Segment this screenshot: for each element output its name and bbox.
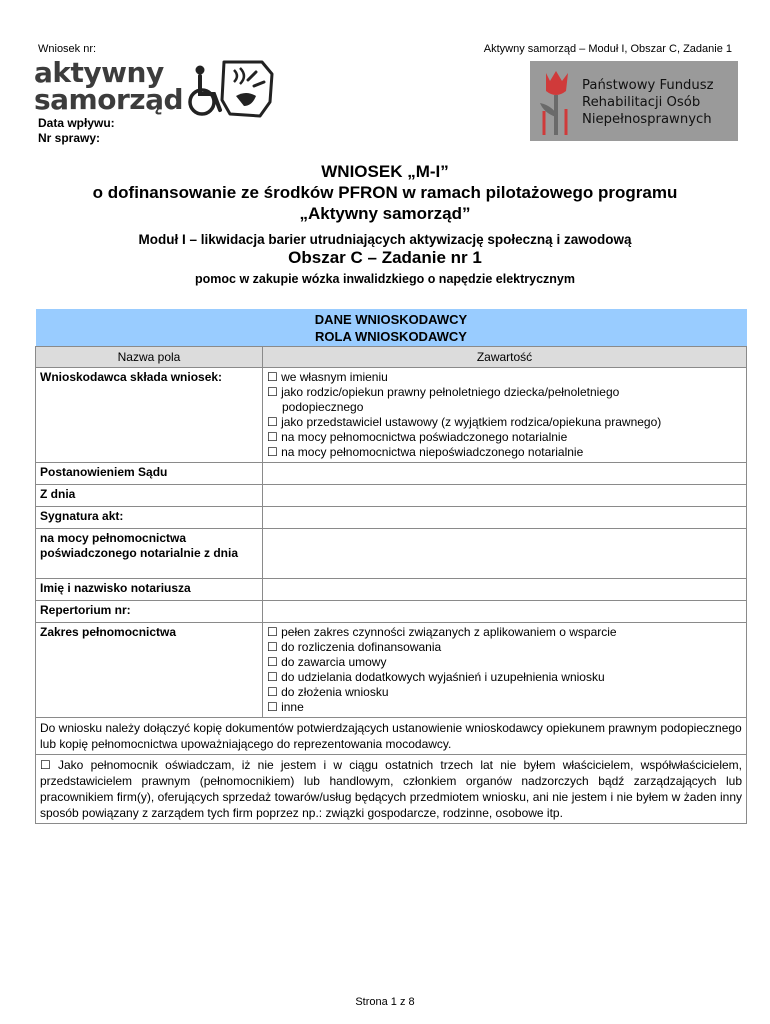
poa-scope-label: Zakres pełnomocnictwa xyxy=(36,623,263,718)
title-main xyxy=(0,161,770,224)
attachment-note-row xyxy=(36,718,747,755)
column-header-name: Nazwa pola xyxy=(36,347,263,368)
page-number: Strona 1 z 8 xyxy=(355,996,415,1008)
pfron-line-2: Rehabilitacji Osób xyxy=(582,95,701,110)
title-line-2: o dofinansowanie ze środków PFRON w ramach pilotażowego programu xyxy=(92,183,678,202)
column-header-value: Zawartość xyxy=(263,347,747,368)
document-titles xyxy=(0,161,770,286)
receipt-date-label: Data wpływu: xyxy=(38,116,115,130)
section-title-2: ROLA WNIOSKODAWCY xyxy=(315,329,467,344)
registration-meta xyxy=(38,116,115,146)
area-task-title: Obszar C – Zadanie nr 1 xyxy=(288,248,482,267)
notary-name-label: Imię i nazwisko notariusza xyxy=(36,579,263,601)
scope-option-settlement[interactable]: ☐ do rozliczenia dofinansowania xyxy=(267,640,442,654)
section-header xyxy=(36,309,747,347)
role-option-own-name[interactable]: ☐ we własnym imieniu xyxy=(267,370,388,384)
document-reference: Aktywny samorząd – Moduł I, Obszar C, Zadanie 1 xyxy=(483,43,732,55)
declaration-row xyxy=(36,755,747,824)
case-signature-field[interactable] xyxy=(263,507,747,529)
role-option-notarial-poa[interactable]: ☐ na mocy pełnomocnictwa poświadczonego notarialnie xyxy=(267,430,568,444)
logo-word-2: samorząd xyxy=(34,83,184,116)
role-option-guardian[interactable]: ☐ jako rodzic/opiekun prawny pełnoletniego dziecka/pełnoletniego xyxy=(267,385,620,399)
role-label: Wnioskodawca składa wniosek: xyxy=(36,368,263,463)
scope-option-submission[interactable]: ☐ do złożenia wniosku xyxy=(267,685,389,699)
role-option-non-notarial-poa[interactable]: ☐ na mocy pełnomocnictwa niepoświadczonego notarialnie xyxy=(267,445,584,459)
scope-option-explanations[interactable]: ☐ do udzielania dodatkowych wyjaśnień i uzupełnienia wniosku xyxy=(267,670,605,684)
tulip-icon xyxy=(536,65,576,137)
attachment-note: Do wniosku należy dołączyć kopię dokumentów potwierdzających ustanowienie wnioskodawcy opiekunem prawnym podopiecznego lub kopię pełnomocnictwa upoważniającego do reprezentowania mocodawcy. xyxy=(36,718,747,755)
notarial-poa-date-label: na mocy pełnomocnictwa poświadczonego notarialnie z dnia xyxy=(36,529,263,579)
scope-option-contract[interactable]: ☐ do zawarcia umowy xyxy=(267,655,387,669)
repertory-label: Repertorium nr: xyxy=(36,601,263,623)
role-option-guardian-cont: podopiecznego xyxy=(282,400,364,414)
notary-name-field[interactable] xyxy=(263,579,747,601)
role-row xyxy=(36,368,747,463)
notarial-poa-date-row xyxy=(36,529,747,579)
column-header-row xyxy=(36,347,747,368)
case-signature-row xyxy=(36,507,747,529)
date-field[interactable] xyxy=(263,485,747,507)
scope-option-full[interactable]: ☐ pełen zakres czynności związanych z aplikowaniem o wsparcie xyxy=(267,625,617,639)
scope-option-other[interactable]: ☐ inne xyxy=(267,700,304,714)
repertory-field[interactable] xyxy=(263,601,747,623)
poa-scope-options xyxy=(263,623,747,718)
title-line-3: „Aktywny samorząd” xyxy=(299,204,471,223)
application-number-label: Wniosek nr: xyxy=(38,43,97,55)
court-decision-label: Postanowieniem Sądu xyxy=(36,463,263,485)
section-title-1: DANE WNIOSKODAWCY xyxy=(314,312,468,327)
repertory-row xyxy=(36,601,747,623)
case-signature-label: Sygnatura akt: xyxy=(36,507,263,529)
role-option-legal-representative[interactable]: ☐ jako przedstawiciel ustawowy (z wyjątkiem rodzica/opiekuna prawnego) xyxy=(267,415,662,429)
pfron-logo xyxy=(530,61,738,141)
aktywny-samorzad-logo xyxy=(34,56,264,120)
pfron-line-1: Państwowy Fundusz xyxy=(582,78,714,93)
date-row xyxy=(36,485,747,507)
poa-scope-row xyxy=(36,623,747,718)
module-title: Moduł I – likwidacja barier utrudniających aktywizację społeczną i zawodową xyxy=(138,232,632,247)
notarial-poa-date-field[interactable] xyxy=(263,529,747,579)
court-decision-row xyxy=(36,463,747,485)
support-description: pomoc w zakupie wózka inwalidzkiego o napędzie elektrycznym xyxy=(195,272,575,286)
applicant-data-form xyxy=(35,309,747,824)
pfron-name xyxy=(582,77,714,128)
attorney-declaration[interactable]: ☐ Jako pełnomocnik oświadczam, iż nie jestem i w ciągu ostatnich trzech lat nie byłem właścicielem, współwłaścicielem, przedstawicielem prawnym (pełnomocnikiem) lub handlowym, członkiem organów nadzorczych bądź zarządzających lub pracownikiem firm(y), oferujących sprzedaż towarów/usług będących przedmiotem wniosku, ani nie jestem i nie byłem w żaden inny sposób powiązany z zarządem tych firm poprzez np.: związki gospodarcze, rodzinne, osobowe itp. xyxy=(36,755,747,824)
disability-icons xyxy=(186,60,274,118)
case-number-label: Nr sprawy: xyxy=(38,131,101,145)
section-header-row xyxy=(36,309,747,347)
logo-word-1: aktywny xyxy=(34,56,164,89)
date-label: Z dnia xyxy=(36,485,263,507)
notary-name-row xyxy=(36,579,747,601)
title-line-1: WNIOSEK „M-I” xyxy=(321,162,449,181)
pfron-line-3: Niepełnosprawnych xyxy=(582,112,712,127)
court-decision-field[interactable] xyxy=(263,463,747,485)
role-options xyxy=(263,368,747,463)
